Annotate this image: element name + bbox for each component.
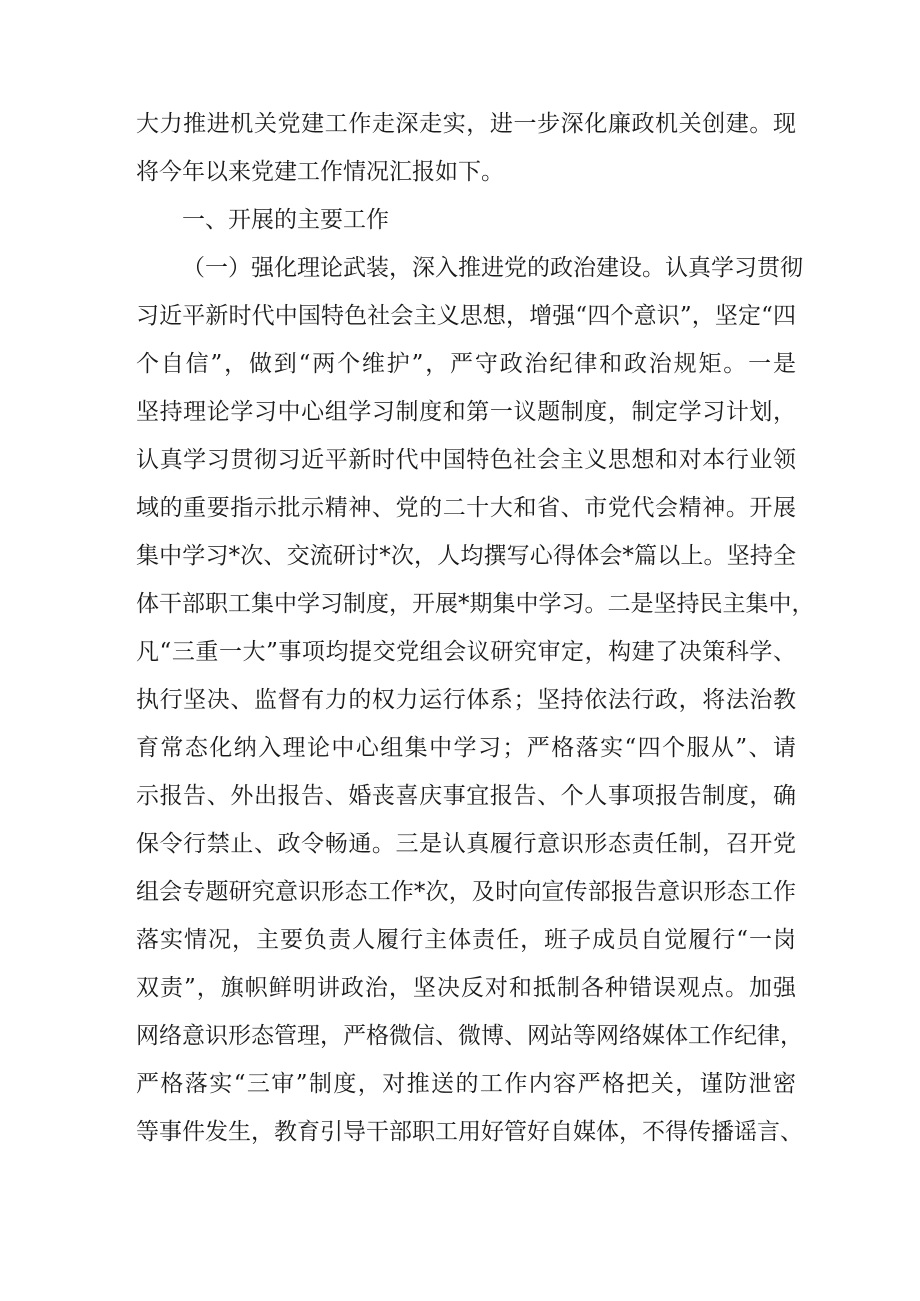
- body-line: 网络意识形态管理，严格微信、微博、网站等网络媒体工作纪律，: [136, 1023, 803, 1049]
- body-line: 个自信”，做到“两个维护”，严守政治纪律和政治规矩。一是: [136, 351, 796, 377]
- body-line: 坚持理论学习中心组学习制度和第一议题制度，制定学习计划，: [136, 399, 796, 425]
- body-line: 体干部职工集中学习制度，开展*期集中学习。二是坚持民主集中，: [136, 591, 815, 617]
- subsection-heading-line: （一）强化理论武装，深入推进党的政治建设。认真学习贯彻: [182, 255, 803, 281]
- body-line: 组会专题研究意识形态工作*次，及时向宣传部报告意识形态工作: [136, 879, 796, 905]
- body-line: 认真学习贯彻习近平新时代中国特色社会主义思想和对本行业领: [136, 447, 796, 473]
- body-line: 凡“三重一大”事项均提交党组会议研究审定，构建了决策科学、: [136, 639, 796, 665]
- body-line: 落实情况，主要负责人履行主体责任，班子成员自觉履行“一岗: [136, 927, 796, 953]
- body-line: 习近平新时代中国特色社会主义思想，增强“四个意识”，坚定“四: [136, 303, 796, 329]
- body-line: 执行坚决、监督有力的权力运行体系；坚持依法行政，将法治教: [136, 687, 796, 713]
- body-line: 保令行禁止、政令畅通。三是认真履行意识形态责任制，召开党: [136, 831, 796, 857]
- body-line: 域的重要指示批示精神、党的二十大和省、市党代会精神。开展: [136, 495, 796, 521]
- body-line: 集中学习*次、交流研讨*次，人均撰写心得体会*篇以上。坚持全: [136, 543, 796, 569]
- body-line: 等事件发生，教育引导干部职工用好管好自媒体，不得传播谣言、: [136, 1119, 803, 1145]
- body-line: 严格落实“三审”制度，对推送的工作内容严格把关，谨防泄密: [136, 1071, 796, 1097]
- body-line: 示报告、外出报告、婚丧喜庆事宜报告、个人事项报告制度，确: [136, 783, 796, 809]
- document-body: [136, 100, 815, 1156]
- body-line: 双责”，旗帜鲜明讲政治，坚决反对和抵制各种错误观点。加强: [136, 975, 796, 1001]
- body-line: 育常态化纳入理论中心组集中学习；严格落实“四个服从”、请: [136, 735, 796, 761]
- body-line: 将今年以来党建工作情况汇报如下。: [136, 159, 504, 185]
- section-heading: 一、开展的主要工作: [182, 207, 389, 233]
- body-line: 大力推进机关党建工作走深走实，进一步深化廉政机关创建。现: [136, 111, 796, 137]
